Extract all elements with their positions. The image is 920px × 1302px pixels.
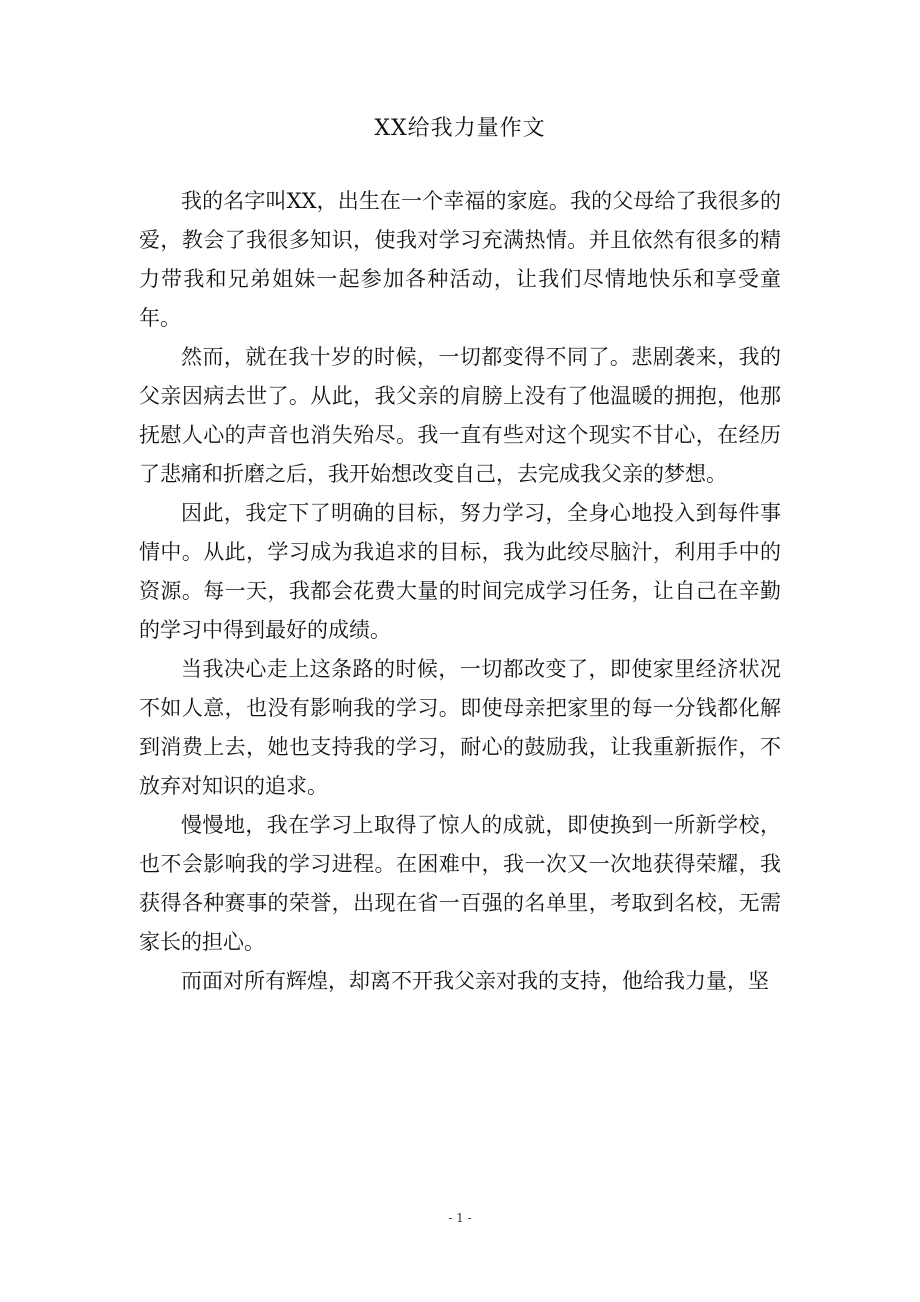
paragraph-6: 而面对所有辉煌，却离不开我父亲对我的支持，他给我力量，坚	[181, 969, 769, 993]
paragraph-5: 慢慢地，我在学习上取得了惊人的成就，即使换到一所新学校，也不会影响我的学习进程。在困难中，我一次又一次地获得荣耀，我获得各种赛事的荣誉，出现在省一百强的名单里，考取到名校，无需家长的担心。	[139, 813, 781, 954]
page-number: - 1 -	[448, 1211, 472, 1225]
paragraph-3: 因此，我定下了明确的目标，努力学习，全身心地投入到每件事情中。从此，学习成为我追求的目标，我为此绞尽脑汁，利用手中的资源。每一天，我都会花费大量的时间完成学习任务，让自己在辛勤的学习中得到最好的成绩。	[139, 501, 781, 642]
document-body	[139, 182, 781, 1001]
paragraph-2: 然而，就在我十岁的时候，一切都变得不同了。悲剧袭来，我的父亲因病去世了。从此，我父亲的肩膀上没有了他温暖的拥抱，他那抚慰人心的声音也消失殆尽。我一直有些对这个现实不甘心，在经历了悲痛和折磨之后，我开始想改变自己，去完成我父亲的梦想。	[139, 345, 781, 486]
paragraph-1: 我的名字叫XX，出生在一个幸福的家庭。我的父母给了我很多的爱，教会了我很多知识，使我对学习充满热情。并且依然有很多的精力带我和兄弟姐妹一起参加各种活动，让我们尽情地快乐和享受童年。	[139, 189, 781, 330]
document-title: XX给我力量作文	[374, 116, 546, 141]
paragraph-4: 当我决心走上这条路的时候，一切都改变了，即使家里经济状况不如人意，也没有影响我的学习。即使母亲把家里的每一分钱都化解到消费上去，她也支持我的学习，耐心的鼓励我，让我重新振作，不放弃对知识的追求。	[139, 657, 781, 798]
